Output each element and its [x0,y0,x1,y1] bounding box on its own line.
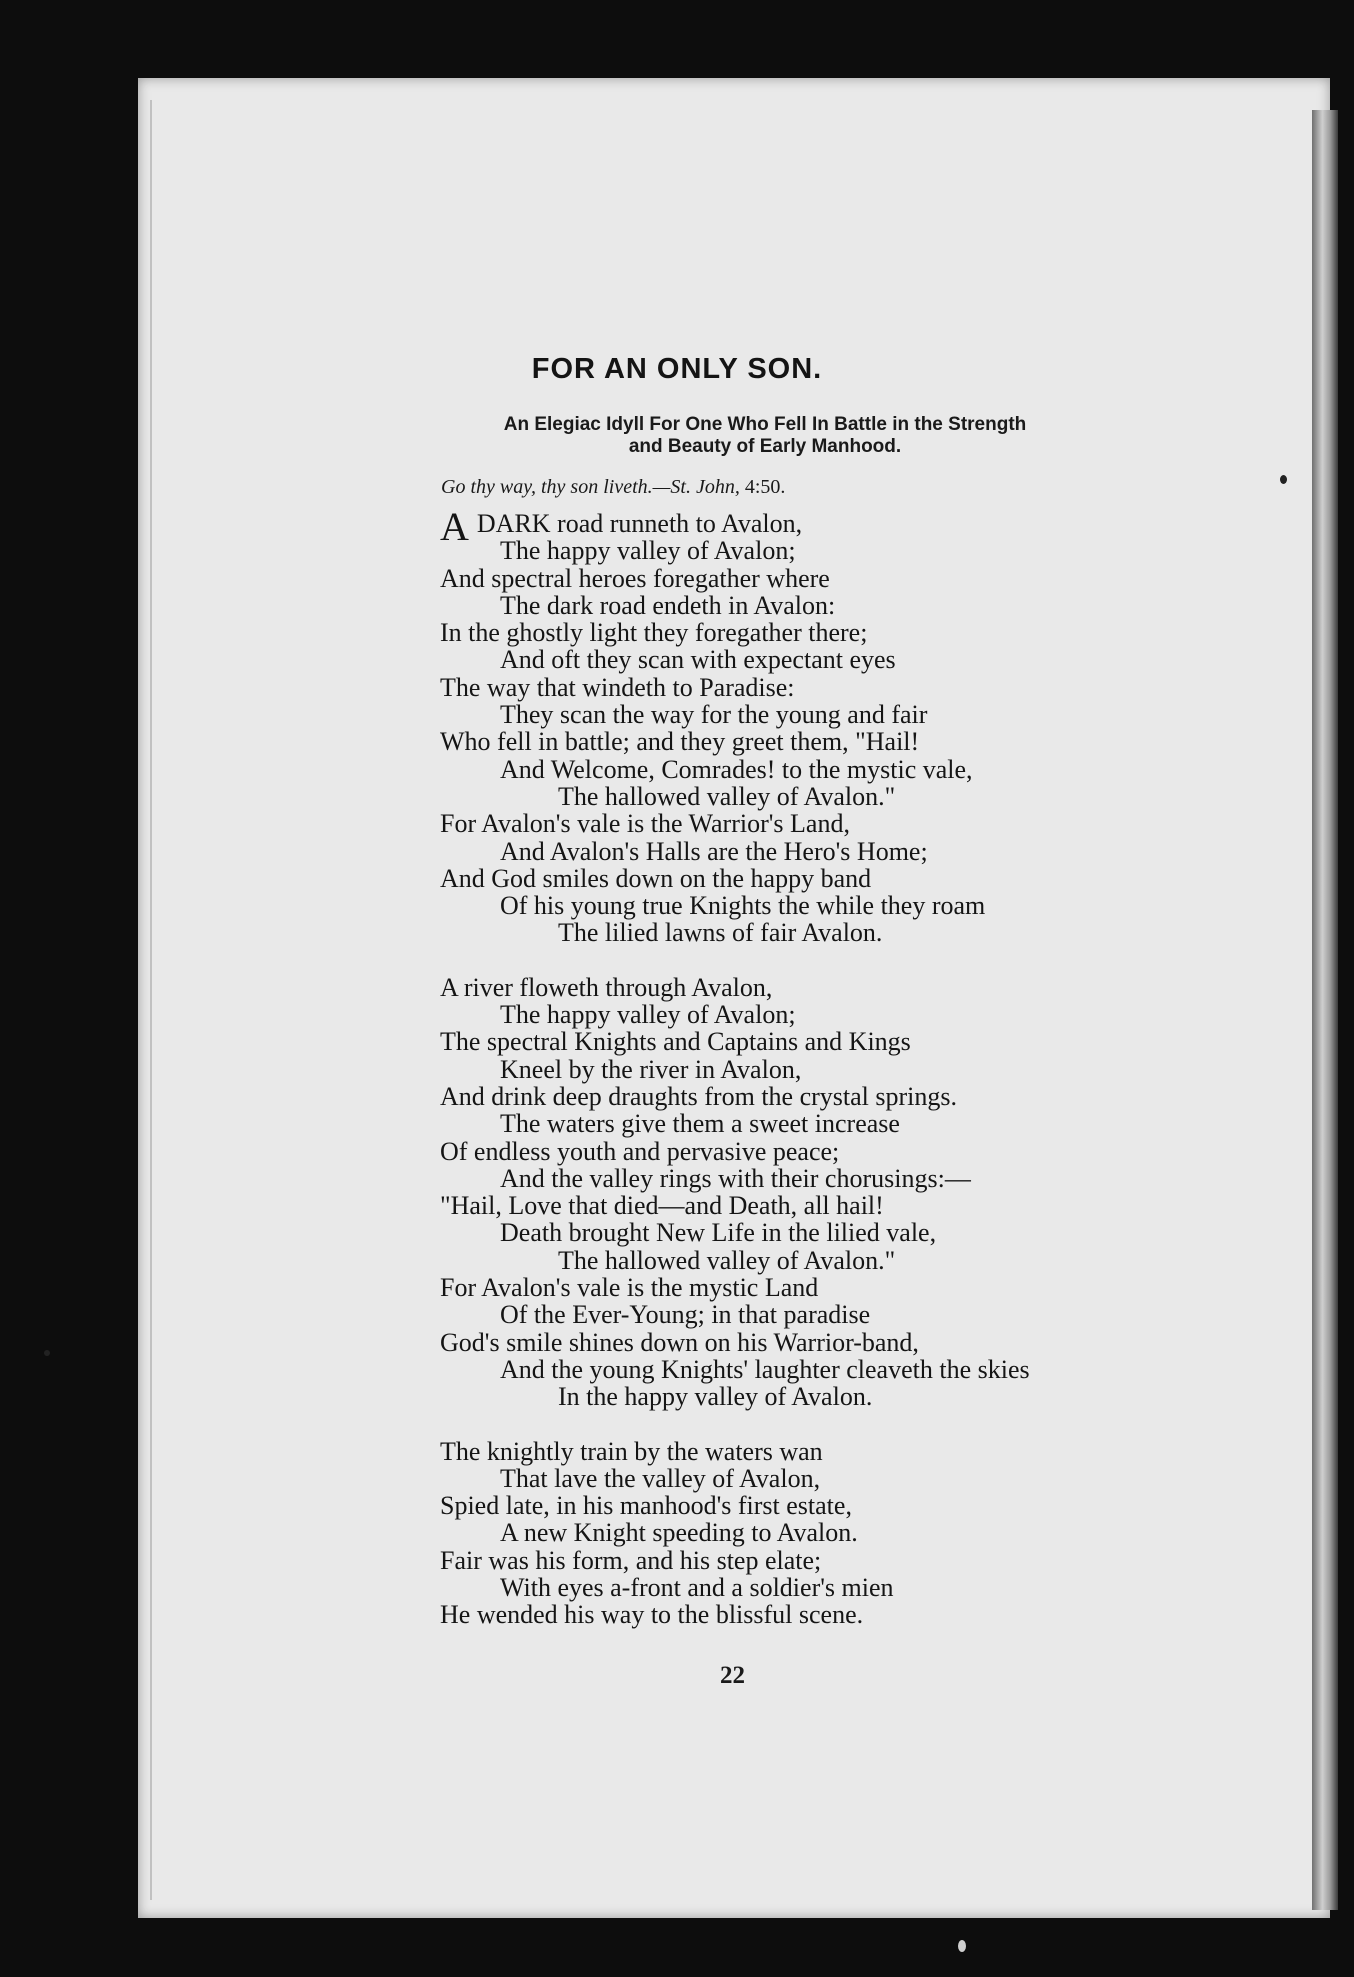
poem-line: A river floweth through Avalon, [440,972,773,1002]
poem-line: Kneel by the river in Avalon, [500,1054,802,1084]
poem-line: And spectral heroes foregather where [440,563,830,593]
poem-line: For Avalon's vale is the Warrior's Land, [440,809,850,839]
poem-line: For Avalon's vale is the mystic Land [440,1273,819,1303]
poem-line: That lave the valley of Avalon, [500,1463,821,1493]
subtitle-line: An Elegiac Idyll For One Who Fell In Battle in the Strength [503,414,1027,435]
poem-line: Fair was his form, and his step elate; [440,1545,822,1575]
epigraph-reference: 4:50. [744,476,786,498]
page-number: 22 [720,1662,745,1689]
poem-line: Death brought New Life in the lilied vale, [500,1218,937,1248]
poem-line: The lilied lawns of fair Avalon. [558,918,883,948]
poem-line: A new Knight speeding to Avalon. [500,1518,858,1548]
poem-line: With eyes a-front and a soldier's mien [500,1572,894,1602]
poem-line: The hallowed valley of Avalon." [558,1245,896,1275]
poem-line: The waters give them a sweet increase [500,1109,900,1139]
poem-line: They scan the way for the young and fair [500,700,928,730]
drop-cap: A [440,504,469,549]
speck [44,1350,50,1356]
poem-line: Of endless youth and pervasive peace; [440,1136,840,1166]
poem-line: God's smile shines down on his Warrior-band, [440,1327,919,1357]
epigraph-text: Go thy way, thy son liveth.—St. John, [441,476,740,498]
poem-line: The dark road endeth in Avalon: [500,590,836,620]
poem-line: "Hail, Love that died—and Death, all hail! [440,1191,884,1221]
poem-line: In the ghostly light they foregather there; [440,618,868,648]
poem-body [440,504,1200,1656]
poem-line: The happy valley of Avalon; [500,536,796,566]
poem-line: The happy valley of Avalon; [500,1000,796,1030]
poem-line: And God smiles down on the happy band [440,863,872,893]
poem-line [440,504,1200,549]
poem-line: And the young Knights' laughter cleaveth the skies [500,1354,1030,1384]
stanza-2 [440,974,1200,1411]
poem-title: FOR AN ONLY SON. [531,353,823,385]
poem-line: And drink deep draughts from the crystal springs. [440,1081,958,1111]
poem-line: Of his young true Knights the while they roam [500,891,986,921]
poem-line: The hallowed valley of Avalon." [558,781,896,811]
poem-line-text: DARK road runneth to Avalon, [476,509,803,538]
poem-line: Who fell in battle; and they greet them, "Hail! [440,727,920,757]
poem-line: The spectral Knights and Captains and Kings [440,1027,911,1057]
poem-line: Spied late, in his manhood's first estate, [440,1491,852,1521]
epigraph [441,476,785,499]
poem-line: In the happy valley of Avalon. [558,1382,873,1412]
stanza-3 [440,1438,1200,1629]
poem-line: And Avalon's Halls are the Hero's Home; [500,836,928,866]
poem-line: And Welcome, Comrades! to the mystic vale, [500,754,973,784]
speck [1280,475,1287,484]
speck [958,1940,966,1952]
poem-line: And oft they scan with expectant eyes [500,645,896,675]
poem-line: And the valley rings with their chorusings:— [500,1163,971,1193]
poem-line: The way that windeth to Paradise: [440,672,795,702]
poem-line: The knightly train by the waters wan [440,1436,823,1466]
poem-line: He wended his way to the blissful scene. [440,1600,864,1630]
poem-line: Of the Ever-Young; in that paradise [500,1300,871,1330]
subtitle-line: and Beauty of Early Manhood. [628,436,902,457]
poem-subtitle [420,414,1110,458]
stanza-1 [440,504,1200,948]
